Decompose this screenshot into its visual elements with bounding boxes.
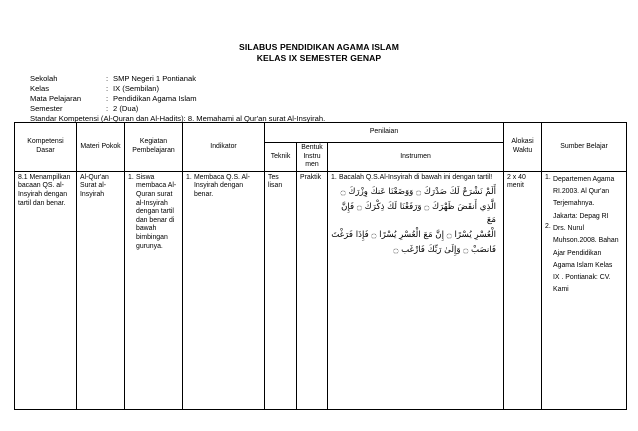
list-number: 1. bbox=[331, 173, 337, 181]
info-row-kelas bbox=[30, 84, 325, 94]
sumber-line: Drs. Nurul bbox=[553, 224, 585, 232]
cell-bentuk: Praktik bbox=[297, 171, 328, 409]
info-label: Mata Pelajaran bbox=[30, 93, 82, 103]
cell-kegiatan bbox=[125, 171, 183, 409]
info-separator: : bbox=[106, 103, 109, 113]
arabic-line: أَلَمْ نَشْرَحْ لَكَ صَدْرَكَ ۝ وَوَضَعْنَا عَنكَ وِزْرَكَ ۝ bbox=[340, 187, 497, 198]
document-title: SILABUS PENDIDIKAN AGAMA ISLAM bbox=[239, 42, 399, 52]
cell-indikator bbox=[183, 171, 265, 409]
info-separator: : bbox=[106, 74, 109, 83]
header-sumber: Sumber Belajar bbox=[542, 123, 627, 172]
syllabus-table bbox=[14, 122, 627, 410]
cell-teknik: Tes lisan bbox=[265, 171, 297, 409]
info-row-mapel bbox=[30, 94, 325, 104]
sumber-line: Kami bbox=[553, 286, 569, 294]
header-kompetensi: Kompetensi Dasar bbox=[15, 123, 77, 172]
cell-materi: Al-Qur'an Surat al-Insyirah bbox=[77, 171, 125, 409]
cell-instrumen bbox=[328, 171, 504, 409]
standar-kompetensi: Standar Kompetensi (Al-Quran dan Al-Hadits): 8. Memahami al Qur'an surat Al-Insyirah. bbox=[30, 113, 326, 123]
list-number: 2. bbox=[545, 222, 551, 230]
info-value: SMP Negeri 1 Pontianak bbox=[113, 74, 197, 83]
info-label: Semester bbox=[30, 103, 63, 113]
header-kegiatan: Kegiatan Pembelajaran bbox=[125, 123, 183, 172]
instrumen-text: Bacalah Q.S.Al-Insyirah di bawah ini dengan tartil! bbox=[339, 173, 493, 181]
list-number: 1. bbox=[186, 173, 192, 181]
header-instrumen: Instrumen bbox=[328, 143, 504, 172]
header-alokasi: Alokasi Waktu bbox=[504, 123, 542, 172]
arabic-line: الَّذِي أَنقَضَ ظَهْرَكَ ۝ وَرَفَعْنَا لَكَ ذِكْرَكَ ۝ فَإِنَّ مَعَ bbox=[341, 202, 497, 225]
header-bentuk: Bentuk Instru men bbox=[297, 143, 328, 172]
info-label: Kelas bbox=[30, 83, 49, 93]
arabic-verses bbox=[331, 186, 500, 256]
sumber-line: Departemen Agama bbox=[553, 175, 615, 183]
info-value: Pendidikan Agama Islam bbox=[113, 93, 197, 103]
sumber-line: RI.2003. Al Qur'an bbox=[553, 188, 610, 196]
info-value: IX (Sembilan) bbox=[113, 83, 160, 93]
list-item bbox=[545, 223, 623, 297]
arabic-line: الْعُسْرِ يُسْرًا ۝ إِنَّ مَعَ الْعُسْرِ يُسْرًا ۝ فَإِذَا فَرَغْتَ bbox=[331, 229, 497, 240]
document-subtitle: KELAS IX SEMESTER GENAP bbox=[256, 53, 382, 63]
info-row-semester bbox=[30, 104, 325, 114]
header-penilaian: Penilaian bbox=[265, 123, 504, 143]
indikator-text: Membaca Q.S. Al-Insyirah dengan benar. bbox=[194, 173, 250, 198]
sumber-line: Ajar Pendidikan bbox=[553, 249, 602, 257]
info-separator: : bbox=[106, 83, 109, 93]
info-label: Sekolah bbox=[30, 74, 58, 83]
info-value: 2 (Dua) bbox=[113, 103, 139, 113]
cell-sumber bbox=[542, 171, 627, 409]
sumber-line: Terjemahnya. bbox=[553, 200, 595, 208]
info-separator: : bbox=[106, 93, 109, 103]
identity-block bbox=[30, 74, 325, 124]
list-number: 1. bbox=[545, 173, 551, 181]
table-row bbox=[15, 171, 627, 409]
cell-alokasi: 2 x 40 menit bbox=[504, 171, 542, 409]
info-row-sekolah bbox=[30, 74, 325, 84]
header-teknik: Teknik bbox=[265, 143, 297, 172]
sumber-line: Agama Islam Kelas bbox=[553, 261, 613, 269]
cell-kompetensi: 8.1 Menampilkan bacaan QS. al-Insyirah dengan tartil dan benar. bbox=[15, 171, 77, 409]
list-number: 1. bbox=[128, 173, 134, 181]
header-indikator: Indikator bbox=[183, 123, 265, 172]
list-item bbox=[545, 174, 623, 223]
arabic-line: فَانصَبْ ۝ وَإِلَىٰ رَبِّكَ فَارْغَب ۝ bbox=[393, 244, 497, 255]
sumber-line: Muhson.2008. Bahan bbox=[553, 237, 619, 245]
sumber-line: IX . Pontianak: CV. bbox=[553, 274, 611, 282]
header-materi: Materi Pokok bbox=[77, 123, 125, 172]
sumber-line: Jakarta: Depag RI bbox=[553, 212, 609, 220]
kegiatan-text: Siswa membaca Al-Quran surat al-Insyirah dengan tartil dan benar di bawah bimbingan gurunya. bbox=[136, 173, 177, 250]
